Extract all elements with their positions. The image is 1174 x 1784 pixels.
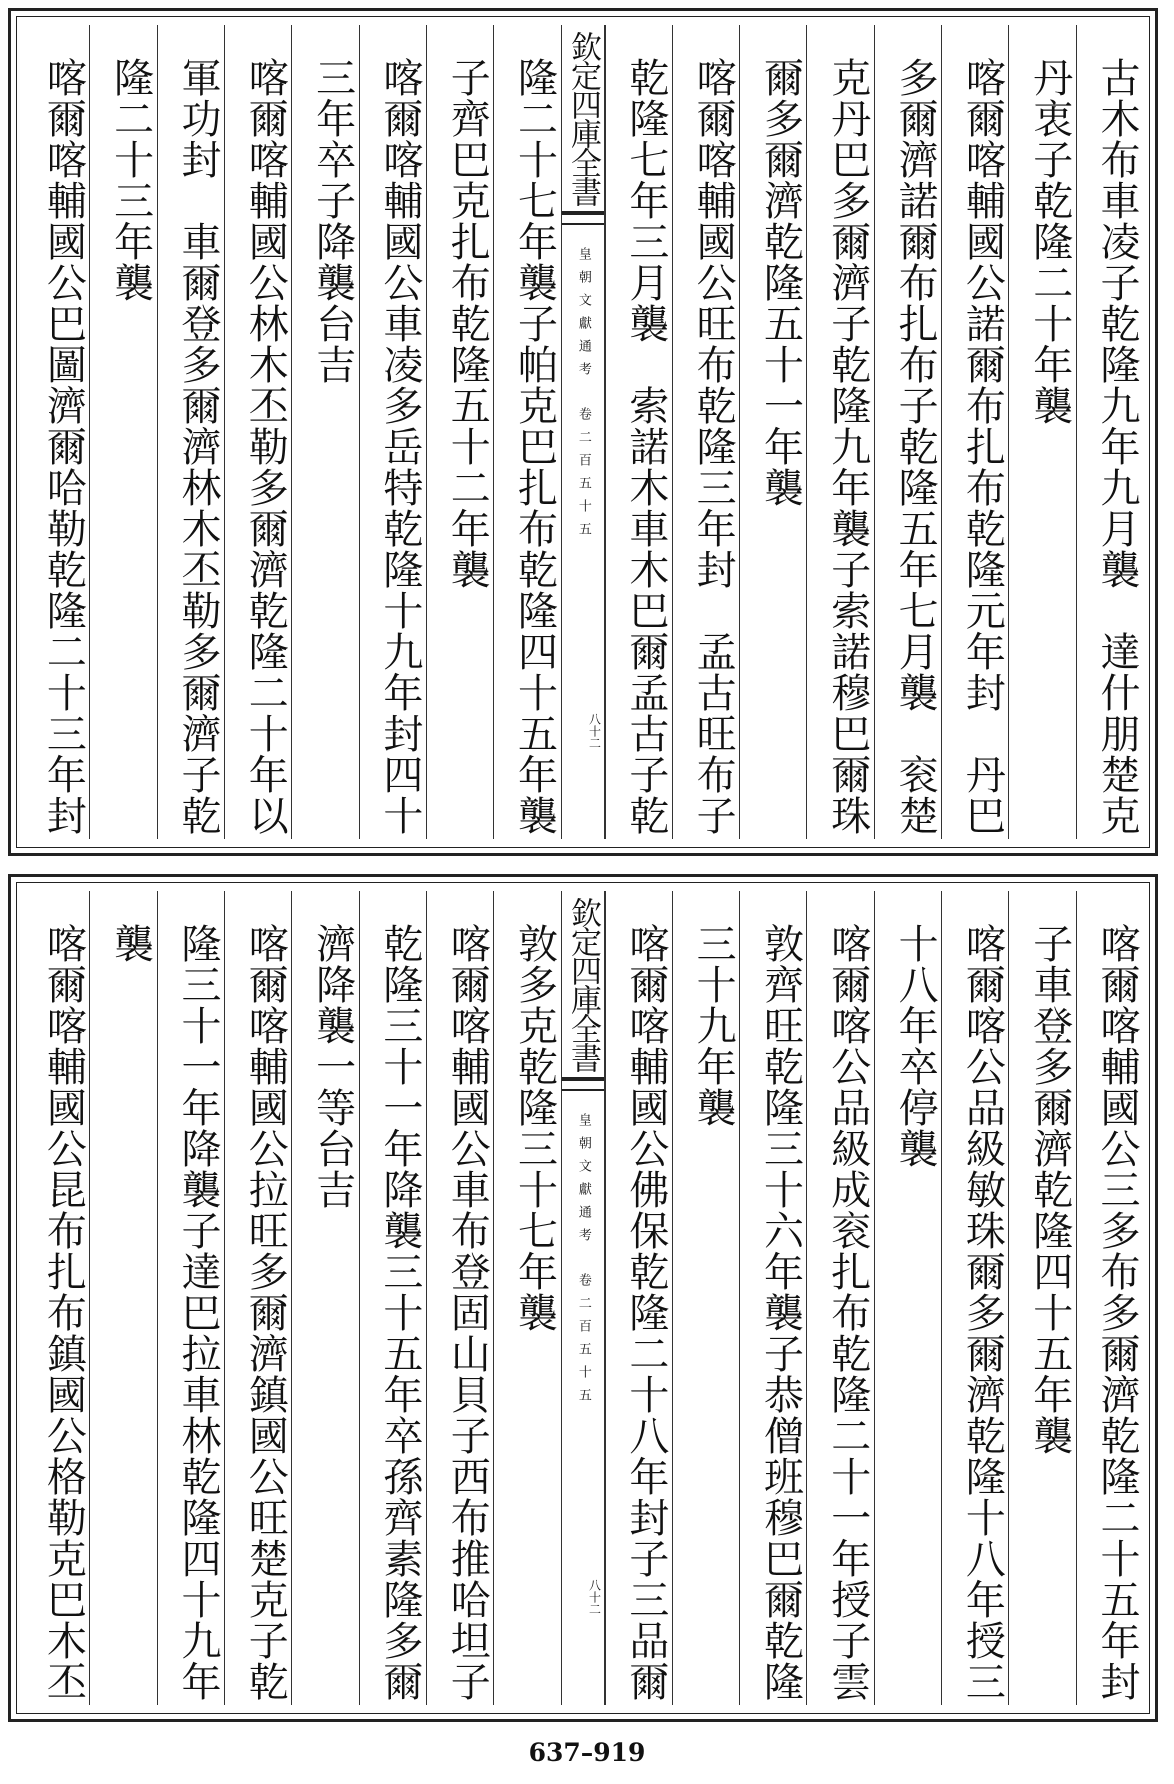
spine-leaf-number: 八十二 — [587, 713, 602, 749]
text-column: 喀爾喀輔國公巴圖濟爾哈勒乾隆二十三年封 — [40, 57, 87, 836]
spine-book-title: 皇朝文獻通考 — [575, 1113, 591, 1251]
text-column: 隆二十七年襲子帕克巴扎布乾隆四十五年襲 — [493, 25, 560, 839]
text-column: 襲 — [89, 891, 156, 1705]
spine-book-title: 皇朝文獻通考 — [575, 247, 591, 385]
text-column: 隆三十一年降襲子達巴拉車林乾隆四十九年 — [157, 891, 224, 1705]
text-column: 敦齊旺乾隆三十六年襲子恭僧班穆巴爾乾隆 — [739, 891, 806, 1705]
text-column: 十八年卒停襲 — [874, 891, 941, 1705]
text-column: 喀爾喀輔國公林木丕勒多爾濟乾隆二十年以 — [224, 25, 291, 839]
text-column: 喀爾喀輔國公旺布乾隆三年封 孟古旺布子 — [672, 25, 739, 839]
text-column: 喀爾喀輔國公佛保乾隆二十八年封子三品爾 — [605, 891, 672, 1705]
text-column: 三年卒子降襲台吉 — [291, 25, 358, 839]
text-column: 喀爾喀輔國公車布登固山貝子西布推哈坦子 — [426, 891, 493, 1705]
spine-volume: 卷二百五十五 — [575, 1273, 591, 1411]
text-column: 丹衷子乾隆二十年襲 — [1008, 25, 1075, 839]
page-bottom — [8, 874, 1158, 1722]
page-spine — [561, 25, 605, 839]
text-column: 子車登多爾濟乾隆四十五年襲 — [1008, 891, 1075, 1705]
fishtail-mark — [562, 1077, 604, 1091]
text-column: 濟降襲一等台吉 — [291, 891, 358, 1705]
text-column: 喀爾喀輔國公拉旺多爾濟鎮國公旺楚克子乾 — [224, 891, 291, 1705]
text-columns — [23, 25, 1143, 839]
spine-volume: 卷二百五十五 — [575, 407, 591, 545]
text-column: 喀爾喀公品級敏珠爾多爾濟乾隆十八年授三 — [941, 891, 1008, 1705]
text-column: 喀爾喀輔國公昆布扎布鎮國公格勒克巴木丕 — [40, 923, 87, 1702]
text-column: 子齊巴克扎布乾隆五十二年襲 — [426, 25, 493, 839]
text-column: 三十九年襲 — [672, 891, 739, 1705]
text-column: 敦多克乾隆三十七年襲 — [493, 891, 560, 1705]
text-column: 克丹巴多爾濟子乾隆九年襲子索諾穆巴爾珠 — [806, 25, 873, 839]
page-top — [8, 8, 1158, 856]
text-column: 多爾濟諾爾布扎布子乾隆五年七月襲 衮楚 — [874, 25, 941, 839]
text-column: 喀爾喀輔國公諾爾布扎布乾隆元年封 丹巴 — [941, 25, 1008, 839]
fishtail-mark — [562, 211, 604, 225]
text-column: 古木布車凌子乾隆九年九月襲 達什朋楚克 — [1076, 25, 1143, 839]
spine-title: 欽定四庫全書 — [565, 897, 601, 1071]
text-column: 軍功封 車爾登多爾濟林木丕勒多爾濟子乾 — [157, 25, 224, 839]
text-column: 爾多爾濟乾隆五十一年襲 — [739, 25, 806, 839]
text-column: 乾隆七年三月襲 索諾木車木巴爾孟古子乾 — [605, 25, 672, 839]
text-column: 喀爾喀輔國公三多布多爾濟乾隆二十五年封 — [1076, 891, 1143, 1705]
text-column: 隆二十三年襲 — [89, 25, 156, 839]
text-column: 乾隆三十一年降襲三十五年卒孫齊素隆多爾 — [359, 891, 426, 1705]
folio-number: 637–919 — [528, 1738, 646, 1767]
spine-title: 欽定四庫全書 — [565, 31, 601, 205]
text-columns — [23, 891, 1143, 1705]
text-column: 喀爾喀公品級成衮扎布乾隆二十一年授子雲 — [806, 891, 873, 1705]
text-column: 喀爾喀輔國公車凌多岳特乾隆十九年封四十 — [359, 25, 426, 839]
spine-leaf-number: 八十二 — [587, 1579, 602, 1615]
page-spine — [561, 891, 605, 1705]
